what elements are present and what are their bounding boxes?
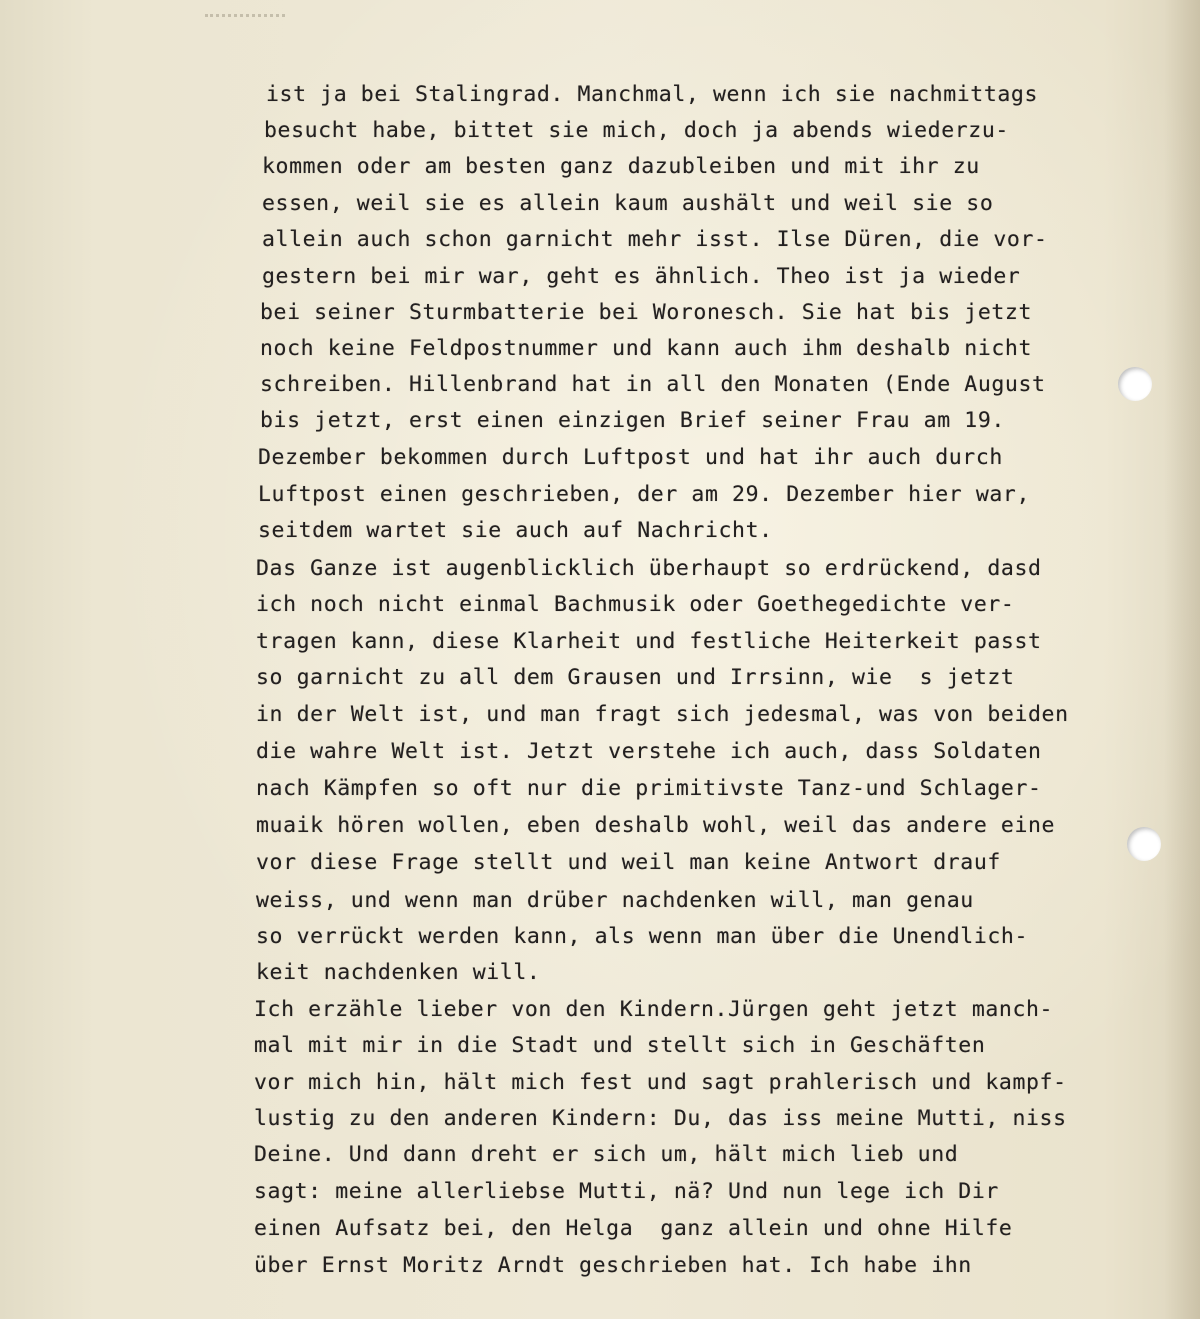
text-line: Das Ganze ist augenblicklich überhaupt so erdrückend, dasd (256, 556, 1042, 581)
text-line: in der Welt ist, und man fragt sich jedesmal, was von beiden (256, 702, 1069, 727)
text-line: muaik hören wollen, eben deshalb wohl, weil das andere eine (256, 813, 1056, 838)
text-line: so garnicht zu all dem Grausen und Irrsinn, wie s jetzt (256, 665, 1015, 690)
paper-top-mark (205, 14, 285, 27)
text-line: vor mich hin, hält mich fest und sagt prahlerisch und kampf- (254, 1070, 1067, 1095)
text-line: sagt: meine allerliebse Mutti, nä? Und nun lege ich Dir (254, 1179, 999, 1204)
text-line: so verrückt werden kann, als wenn man über die Unendlich- (256, 924, 1029, 949)
text-line: bei seiner Sturmbatterie bei Woronesch. Sie hat bis jetzt (260, 300, 1033, 325)
text-line: Luftpost einen geschrieben, der am 29. Dezember hier war, (258, 482, 1031, 507)
text-line: einen Aufsatz bei, den Helga ganz allein und ohne Hilfe (254, 1216, 1013, 1241)
text-line: Deine. Und dann dreht er sich um, hält mich lieb und (254, 1142, 959, 1167)
text-line: mal mit mir in die Stadt und stellt sich in Geschäften (254, 1033, 986, 1058)
text-line: kommen oder am besten ganz dazubleiben und mit ihr zu (262, 154, 980, 179)
text-line: über Ernst Moritz Arndt geschrieben hat. Ich habe ihn (254, 1253, 972, 1278)
text-line: allein auch schon garnicht mehr isst. Ilse Düren, die vor- (262, 227, 1048, 252)
text-line: Ich erzähle lieber von den Kindern.Jürgen geht jetzt manch- (254, 997, 1054, 1022)
text-line: gestern bei mir war, geht es ähnlich. Theo ist ja wieder (262, 264, 1021, 289)
text-line: schreiben. Hillenbrand hat in all den Monaten (Ende August (260, 372, 1046, 397)
text-line: noch keine Feldpostnummer und kann auch ihm deshalb nicht (260, 336, 1033, 361)
text-line: ist ja bei Stalingrad. Manchmal, wenn ich sie nachmittags (266, 82, 1039, 107)
text-line: tragen kann, diese Klarheit und festliche Heiterkeit passt (256, 629, 1042, 654)
text-line: vor diese Frage stellt und weil man keine Antwort drauf (256, 850, 1001, 875)
text-line: nach Kämpfen so oft nur die primitivste Tanz-und Schlager- (256, 776, 1042, 801)
text-line: ich noch nicht einmal Bachmusik oder Goethegedichte ver- (256, 592, 1015, 617)
punch-hole (1118, 367, 1152, 401)
text-line: bis jetzt, erst einen einzigen Brief seiner Frau am 19. (260, 408, 1005, 433)
paper-edge-shadow (1164, 0, 1200, 1319)
text-line: keit nachdenken will. (256, 960, 541, 985)
text-line: essen, weil sie es allein kaum aushält und weil sie so (262, 191, 994, 216)
text-line: Dezember bekommen durch Luftpost und hat ihr auch durch (258, 445, 1003, 470)
text-line: weiss, und wenn man drüber nachdenken will, man genau (256, 888, 974, 913)
text-line: die wahre Welt ist. Jetzt verstehe ich auch, dass Soldaten (256, 739, 1042, 764)
text-line: lustig zu den anderen Kindern: Du, das iss meine Mutti, niss (254, 1106, 1067, 1131)
punch-hole (1127, 827, 1161, 861)
text-line: besucht habe, bittet sie mich, doch ja abends wiederzu- (264, 118, 1009, 143)
text-line: seitdem wartet sie auch auf Nachricht. (258, 518, 773, 543)
